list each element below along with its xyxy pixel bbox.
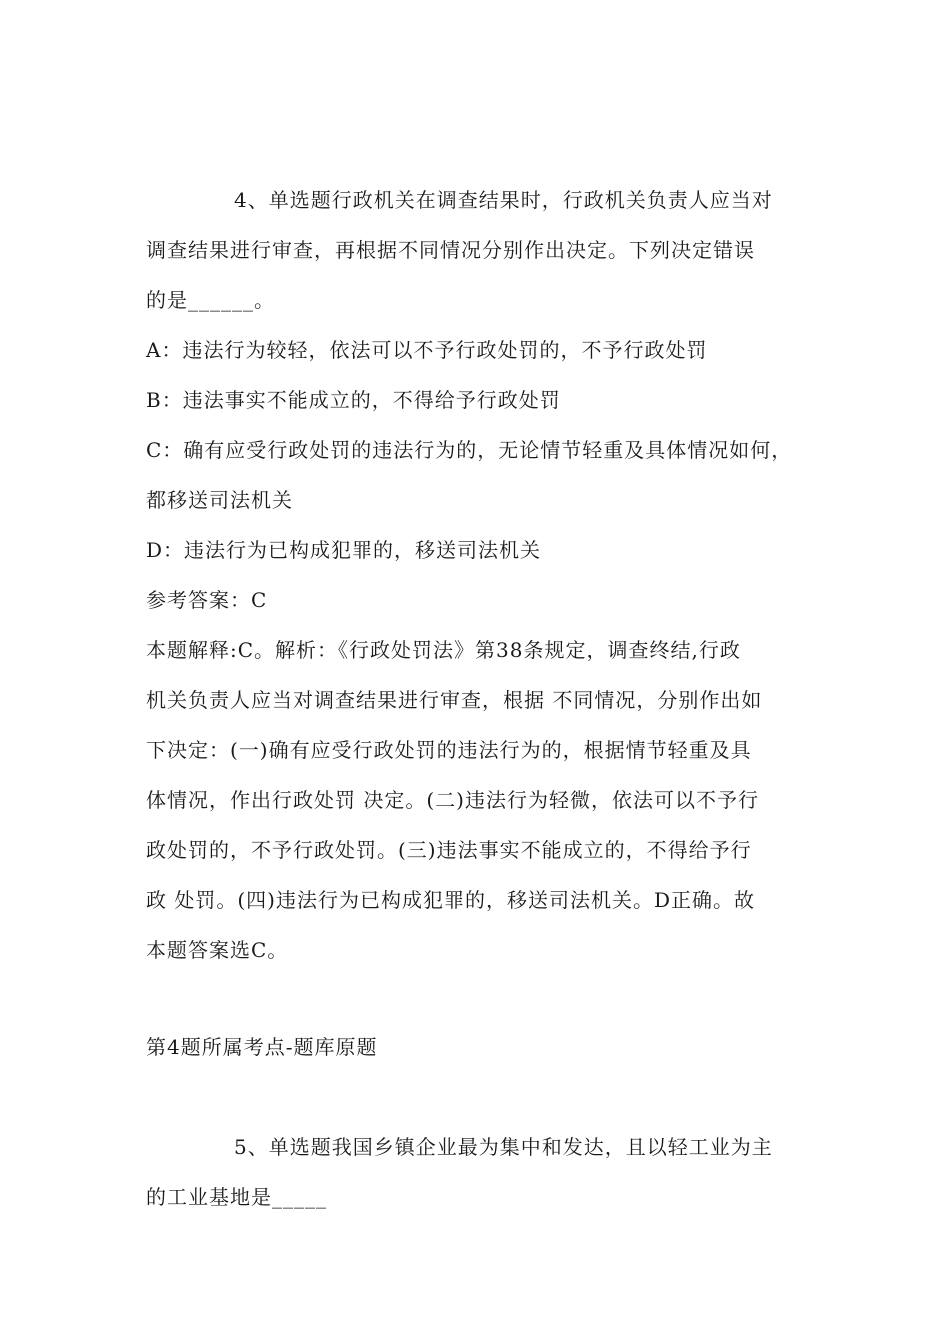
- question-4-option-c-line-2: 都移送司法机关: [146, 488, 293, 512]
- question-4-topic: [146, 1022, 806, 1072]
- question-4-explanation-line-5: 政处罚的，不予行政处罚。(三)违法事实不能成立的，不得给予行: [146, 838, 752, 862]
- question-4-explanation-line-3: 下决定：(一)确有应受行政处罚的违法行为的，根据情节轻重及具: [146, 738, 752, 762]
- question-4-option-c-line-1: C：确有应受行政处罚的违法行为的，无论情节轻重及具体情况如何，: [146, 438, 793, 462]
- question-4-explanation-line-2: 机关负责人应当对调查结果进行审查，根据 不同情况，分别作出如: [146, 688, 763, 712]
- question-5-stem-line-2: 的工业基地是_____: [146, 1185, 327, 1209]
- question-4-answer: 参考答案：C: [146, 588, 268, 612]
- question-4-explanation-line-7: 本题答案选C。: [146, 938, 289, 962]
- question-4-topic-text: 第4题所属考点-题库原题: [146, 1035, 378, 1059]
- question-4-option-a: A：违法行为较轻，依法可以不予行政处罚的，不予行政处罚: [146, 338, 708, 362]
- question-5-stem-line-1: 5、单选题我国乡镇企业最为集中和发达，且以轻工业为主: [234, 1135, 773, 1159]
- question-4-explanation-line-6: 政 处罚。(四)违法行为已构成犯罪的，移送司法机关。D正确。故: [146, 888, 755, 912]
- question-5: [146, 1122, 806, 1222]
- question-4: [146, 175, 806, 975]
- question-4-explanation-line-1: 本题解释:C。解析：《行政处罚法》第38条规定，调查终结,行政: [146, 638, 741, 662]
- question-4-stem-line-1: 4、单选题行政机关在调查结果时，行政机关负责人应当对: [234, 188, 773, 212]
- question-4-explanation-line-4: 体情况，作出行政处罚 决定。(二)违法行为轻微，依法可以不予行: [146, 788, 759, 812]
- question-4-option-d: D：违法行为已构成犯罪的，移送司法机关: [146, 538, 542, 562]
- question-4-stem-line-3: 的是______。: [146, 288, 275, 312]
- question-4-option-b: B：违法事实不能成立的，不得给予行政处罚: [146, 388, 561, 412]
- question-4-stem-line-2: 调查结果进行审查，再根据不同情况分别作出决定。下列决定错误: [146, 238, 755, 262]
